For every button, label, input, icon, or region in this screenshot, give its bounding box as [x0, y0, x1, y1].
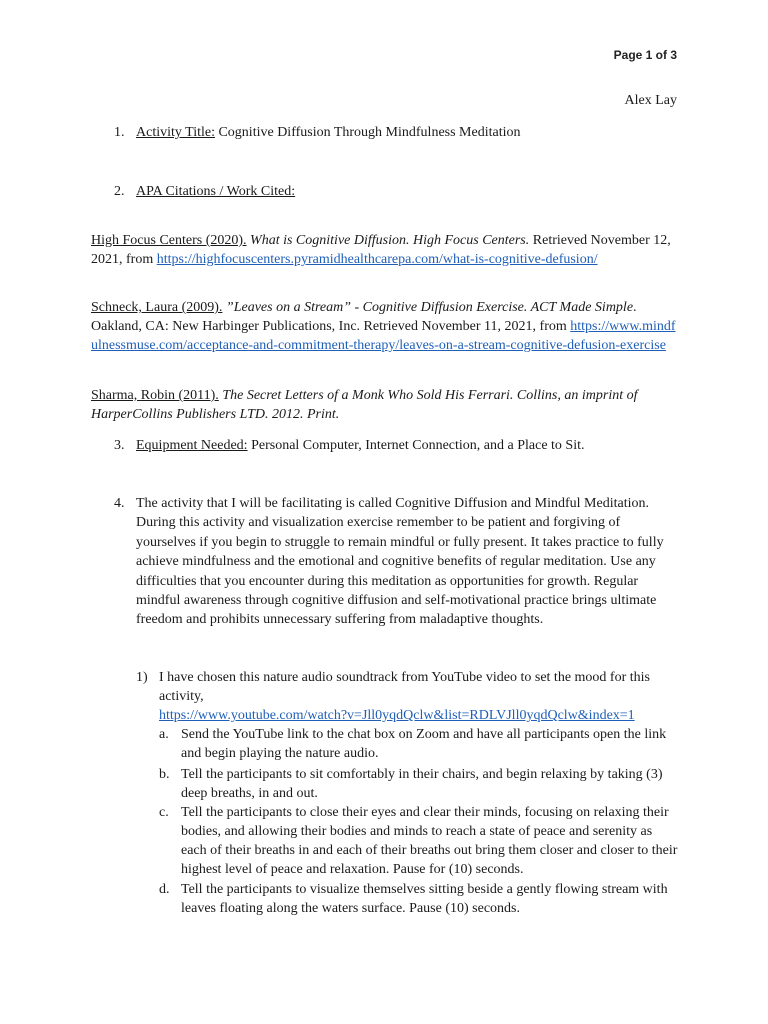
citation-sharma	[91, 386, 676, 424]
step-letter: b.	[159, 767, 170, 782]
citation-link[interactable]: https://www.mindfulnessmuse.com/acceptance-and-commitment-therapy/leaves-on-a-stream-cognitive-defusion-exercise	[91, 319, 676, 353]
activity-title-label: Activity Title:	[136, 125, 215, 140]
step-text: Tell the participants to close their eyes and clear their minds, focusing on relaxing their bodies, and allowing their bodies and minds to reach a state of peace and serenity as each of their breaths in and each of their breaths out bring them closer and closer to their highest level of peace and relaxation. Pause for (10) seconds.	[181, 805, 678, 877]
step-letter: c.	[159, 805, 169, 820]
item-number: 2.	[114, 184, 125, 199]
youtube-link[interactable]: https://www.youtube.com/watch?v=Jll0yqdQclw&list=RDLVJll0yqdQclw&index=1	[159, 708, 635, 723]
equipment-text: Personal Computer, Internet Connection, and a Place to Sit.	[247, 438, 585, 453]
citation-author: Sharma, Robin (2011).	[91, 388, 219, 403]
citation-link[interactable]: https://highfocuscenters.pyramidhealthcarepa.com/what-is-cognitive-defusion/	[156, 252, 598, 267]
citation-retrieved: . Oakland, CA: New Harbinger Publications, Inc. Retrieved November 11, 2021, from	[91, 300, 637, 334]
item-number: 4.	[114, 496, 125, 511]
citation-title: What is Cognitive Diffusion. High Focus Centers.	[246, 233, 530, 248]
citation-high-focus	[91, 231, 676, 269]
citation-author: Schneck, Laura (2009).	[91, 300, 223, 315]
citation-title: ”Leaves on a Stream” - Cognitive Diffusion Exercise. ACT Made Simple	[222, 300, 634, 315]
equipment-label: Equipment Needed:	[136, 438, 248, 453]
step-text: Send the YouTube link to the chat box on Zoom and have all participants open the link and begin playing the nature audio.	[181, 727, 667, 761]
soundtrack-text: I have chosen this nature audio soundtrack from YouTube video to set the mood for this activity,	[159, 670, 650, 704]
item-number: 1)	[136, 670, 148, 685]
citation-title: The Secret Letters of a Monk Who Sold His Ferrari. Collins, an imprint of HarperCollins Publishers LTD. 2012. Print.	[91, 388, 638, 422]
author-name: Alex Lay	[624, 93, 677, 108]
activity-title-text: Cognitive Diffusion Through Mindfulness Meditation	[214, 125, 521, 140]
page-indicator: Page 1 of 3	[613, 48, 677, 62]
step-letter: d.	[159, 882, 170, 897]
item-number: 1.	[114, 125, 125, 140]
citations-heading-label: APA Citations / Work Cited:	[136, 184, 296, 199]
step-text: Tell the participants to sit comfortably in their chairs, and begin relaxing by taking (3) deep breaths, in and out.	[181, 767, 663, 801]
step-text: Tell the participants to visualize themselves sitting beside a gently flowing stream with leaves floating along the waters surface. Pause (10) seconds.	[181, 882, 668, 916]
soundtrack-text-block	[159, 668, 679, 725]
step-letter: a.	[159, 727, 169, 742]
citation-schneck	[91, 298, 676, 355]
citation-author: High Focus Centers (2020).	[91, 233, 247, 248]
activity-title-line	[136, 123, 666, 142]
citation-retrieved: Retrieved November 12, 2021, from	[91, 233, 671, 267]
activity-description: The activity that I will be facilitating is called Cognitive Diffusion and Mindful Meditation. During this activity and visualization exercise remember to be patient and forgiving of yourselves if you begin to struggle to remain mindful or fully present. It takes practice to fully achieve mindfulness and the emotional and cognitive benefits of regular meditation. Use any difficulties that you encounter during this meditation as opportunities for growth. Regular mindful awareness through cognitive diffusion and self-motivational practice brings ultimate freedom and prohibits unnecessary suffering from maladaptive thoughts.	[136, 496, 664, 628]
item-number: 3.	[114, 438, 125, 453]
